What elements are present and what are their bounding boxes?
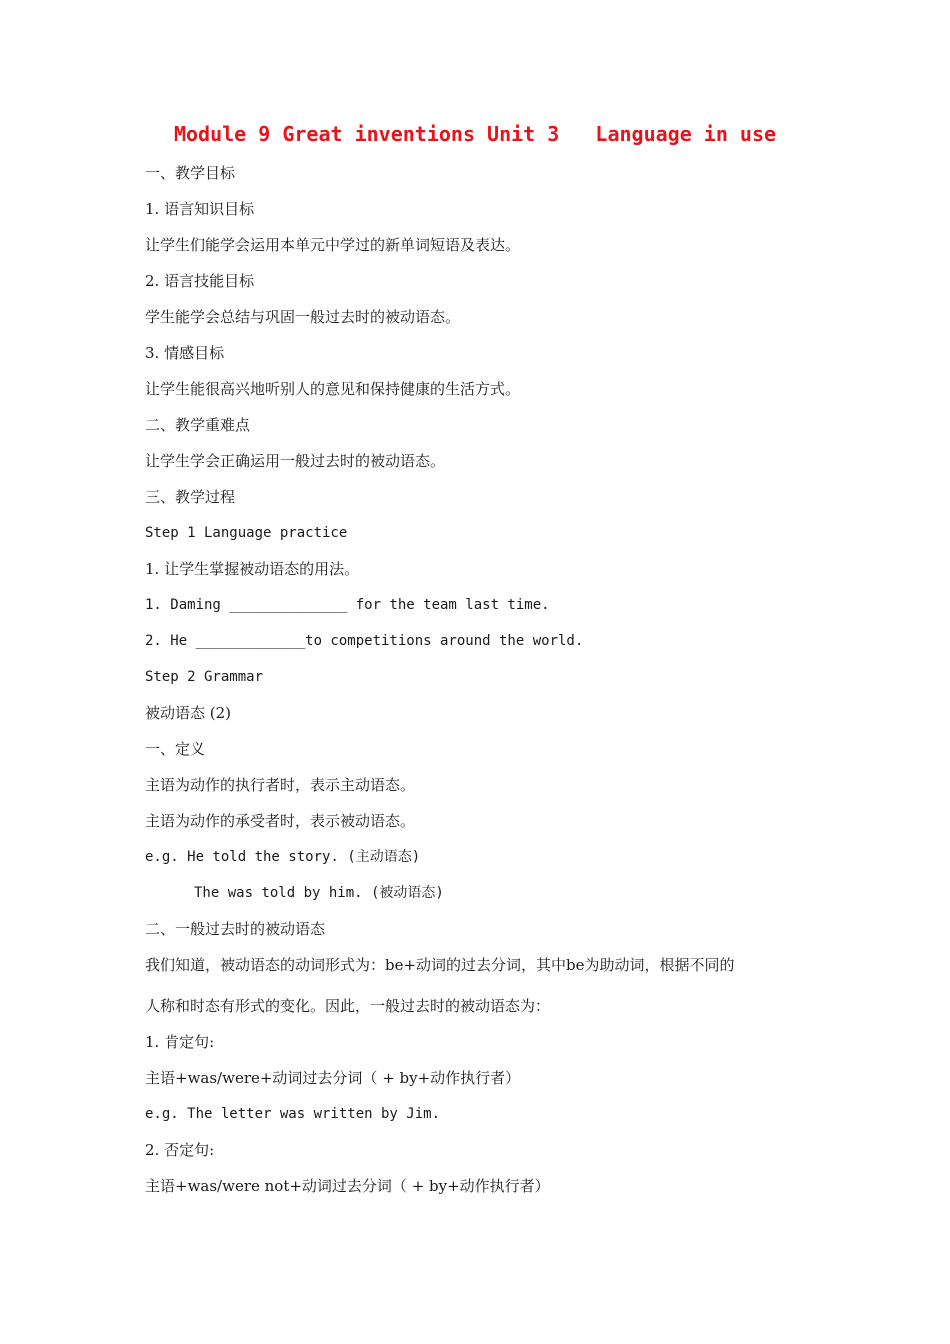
section-heading-objectives: 一、教学目标 <box>145 164 236 182</box>
subheading-definition: 一、定义 <box>145 740 206 758</box>
exercise-item: 2. He _____________to competitions around the world. <box>145 633 584 649</box>
paragraph: 我们知道，被动语态的动词形式为：be+动词的过去分词，其中be为助动词，根据不同的 <box>145 956 735 974</box>
example-sentence: e.g. The letter was written by Jim. <box>145 1106 441 1122</box>
formula: 主语+was/were not+动词过去分词（ + by+动作执行者） <box>145 1177 550 1195</box>
subheading-negative: 2. 否定句: <box>145 1141 215 1159</box>
subheading-knowledge: 1. 语言知识目标 <box>145 200 255 218</box>
step-heading: Step 2 Grammar <box>145 669 264 685</box>
document-title: Module 9 Great inventions Unit 3 Language in use <box>173 122 777 146</box>
paragraph: 让学生学会正确运用一般过去时的被动语态。 <box>145 452 446 470</box>
example-sentence: The was told by him. (被动语态) <box>194 885 444 901</box>
example-sentence: e.g. He told the story. (主动语态) <box>145 849 421 865</box>
step-heading: Step 1 Language practice <box>145 525 348 541</box>
subheading-emotion: 3. 情感目标 <box>145 344 225 362</box>
section-heading-key-points: 二、教学重难点 <box>145 416 251 434</box>
subheading-affirmative: 1. 肯定句: <box>145 1033 215 1051</box>
paragraph: 让学生能很高兴地听别人的意见和保持健康的生活方式。 <box>145 380 521 398</box>
paragraph: 人称和时态有形式的变化。因此，一般过去时的被动语态为： <box>145 997 551 1015</box>
paragraph: 1. 让学生掌握被动语态的用法。 <box>145 560 360 578</box>
paragraph: 主语为动作的执行者时，表示主动语态。 <box>145 776 416 794</box>
formula: 主语+was/were+动词过去分词（ + by+动作执行者） <box>145 1069 521 1087</box>
section-heading-process: 三、教学过程 <box>145 488 236 506</box>
exercise-item: 1. Daming ______________ for the team last time. <box>145 597 550 613</box>
paragraph: 主语为动作的承受者时，表示被动语态。 <box>145 812 416 830</box>
paragraph: 被动语态 (2) <box>145 704 232 722</box>
paragraph: 学生能学会总结与巩固一般过去时的被动语态。 <box>145 308 461 326</box>
subheading-past-passive: 二、一般过去时的被动语态 <box>145 920 326 938</box>
paragraph: 让学生们能学会运用本单元中学过的新单词短语及表达。 <box>145 236 521 254</box>
subheading-skills: 2. 语言技能目标 <box>145 272 255 290</box>
